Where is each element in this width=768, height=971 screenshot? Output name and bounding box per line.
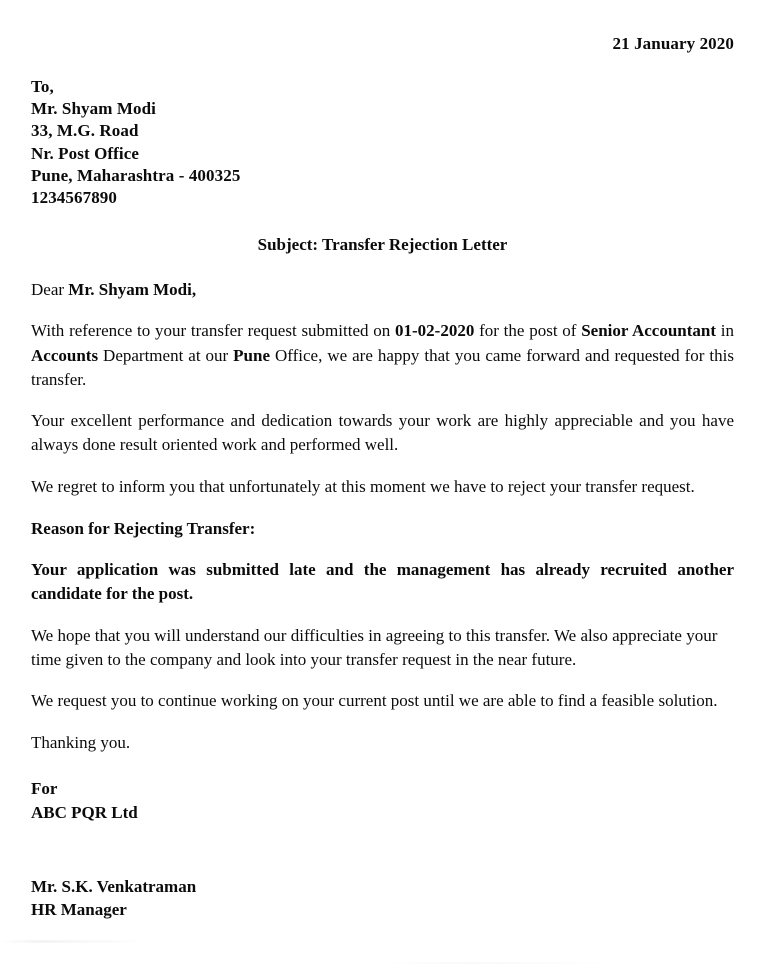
paragraph-reference-segment-1: With reference to your transfer request submitted on (31, 321, 396, 341)
recipient-address-line-2: Nr. Post Office (31, 143, 140, 163)
office-location-highlight: Pune (233, 345, 271, 365)
closing-block (31, 777, 734, 825)
salutation-greeting: Dear (31, 280, 69, 300)
closing-for-label: For (31, 779, 58, 799)
paragraph-reference-segment-4: Department at our (98, 345, 234, 365)
letter-content (31, 0, 734, 921)
recipient-address-line-1: 33, M.G. Road (31, 121, 139, 141)
recipient-city-state-pin: Pune, Maharashtra - 400325 (31, 165, 241, 185)
salutation-recipient-name: Mr. Shyam Modi, (68, 280, 197, 300)
signature-block (31, 875, 734, 921)
recipient-to-label: To, (31, 77, 54, 96)
paragraph-reference-segment-3: in (716, 321, 734, 341)
salutation (31, 278, 734, 302)
paragraph-reference-segment-5: Office, we are happy that you came forward and requested for this transfer. (31, 345, 734, 389)
letter-date: 21 January 2020 (612, 34, 734, 53)
scan-artifact (0, 938, 768, 971)
closing-company-name: ABC PQR Ltd (31, 803, 138, 823)
signatory-name: Mr. S.K. Venkatraman (31, 877, 197, 897)
paragraph-appreciation: Your excellent performance and dedication towards your work are highly appreciable and you have always done result oriented work and performed well. (31, 411, 734, 455)
paragraph-reference (31, 319, 734, 392)
reason-text: Your application was submitted late and the management has already recruited another candidate for the post. (31, 560, 734, 604)
paragraph-reference-segment-2: for the post of (474, 321, 582, 341)
recipient-name: Mr. Shyam Modi (31, 99, 156, 119)
signatory-title: HR Manager (31, 900, 127, 920)
position-highlight: Senior Accountant (581, 321, 717, 341)
reason-heading: Reason for Rejecting Transfer: (31, 519, 256, 538)
paragraph-continue-working: We request you to continue working on your current post until we are able to find a feasible solution. (31, 691, 718, 711)
paragraph-understanding: We hope that you will understand our difficulties in agreeing to this transfer. We also appreciate your time given to the company and look into your transfer request in the near future. (31, 625, 718, 669)
thanking-line: Thanking you. (31, 733, 131, 753)
subject-line: Subject: Transfer Rejection Letter (257, 235, 508, 255)
recipient-address-block (31, 76, 734, 209)
department-highlight: Accounts (31, 345, 99, 365)
recipient-phone: 1234567890 (31, 188, 117, 208)
submission-date-highlight: 01-02-2020 (395, 321, 475, 341)
paragraph-rejection: We regret to inform you that unfortunately at this moment we have to reject your transfer request. (31, 476, 695, 496)
